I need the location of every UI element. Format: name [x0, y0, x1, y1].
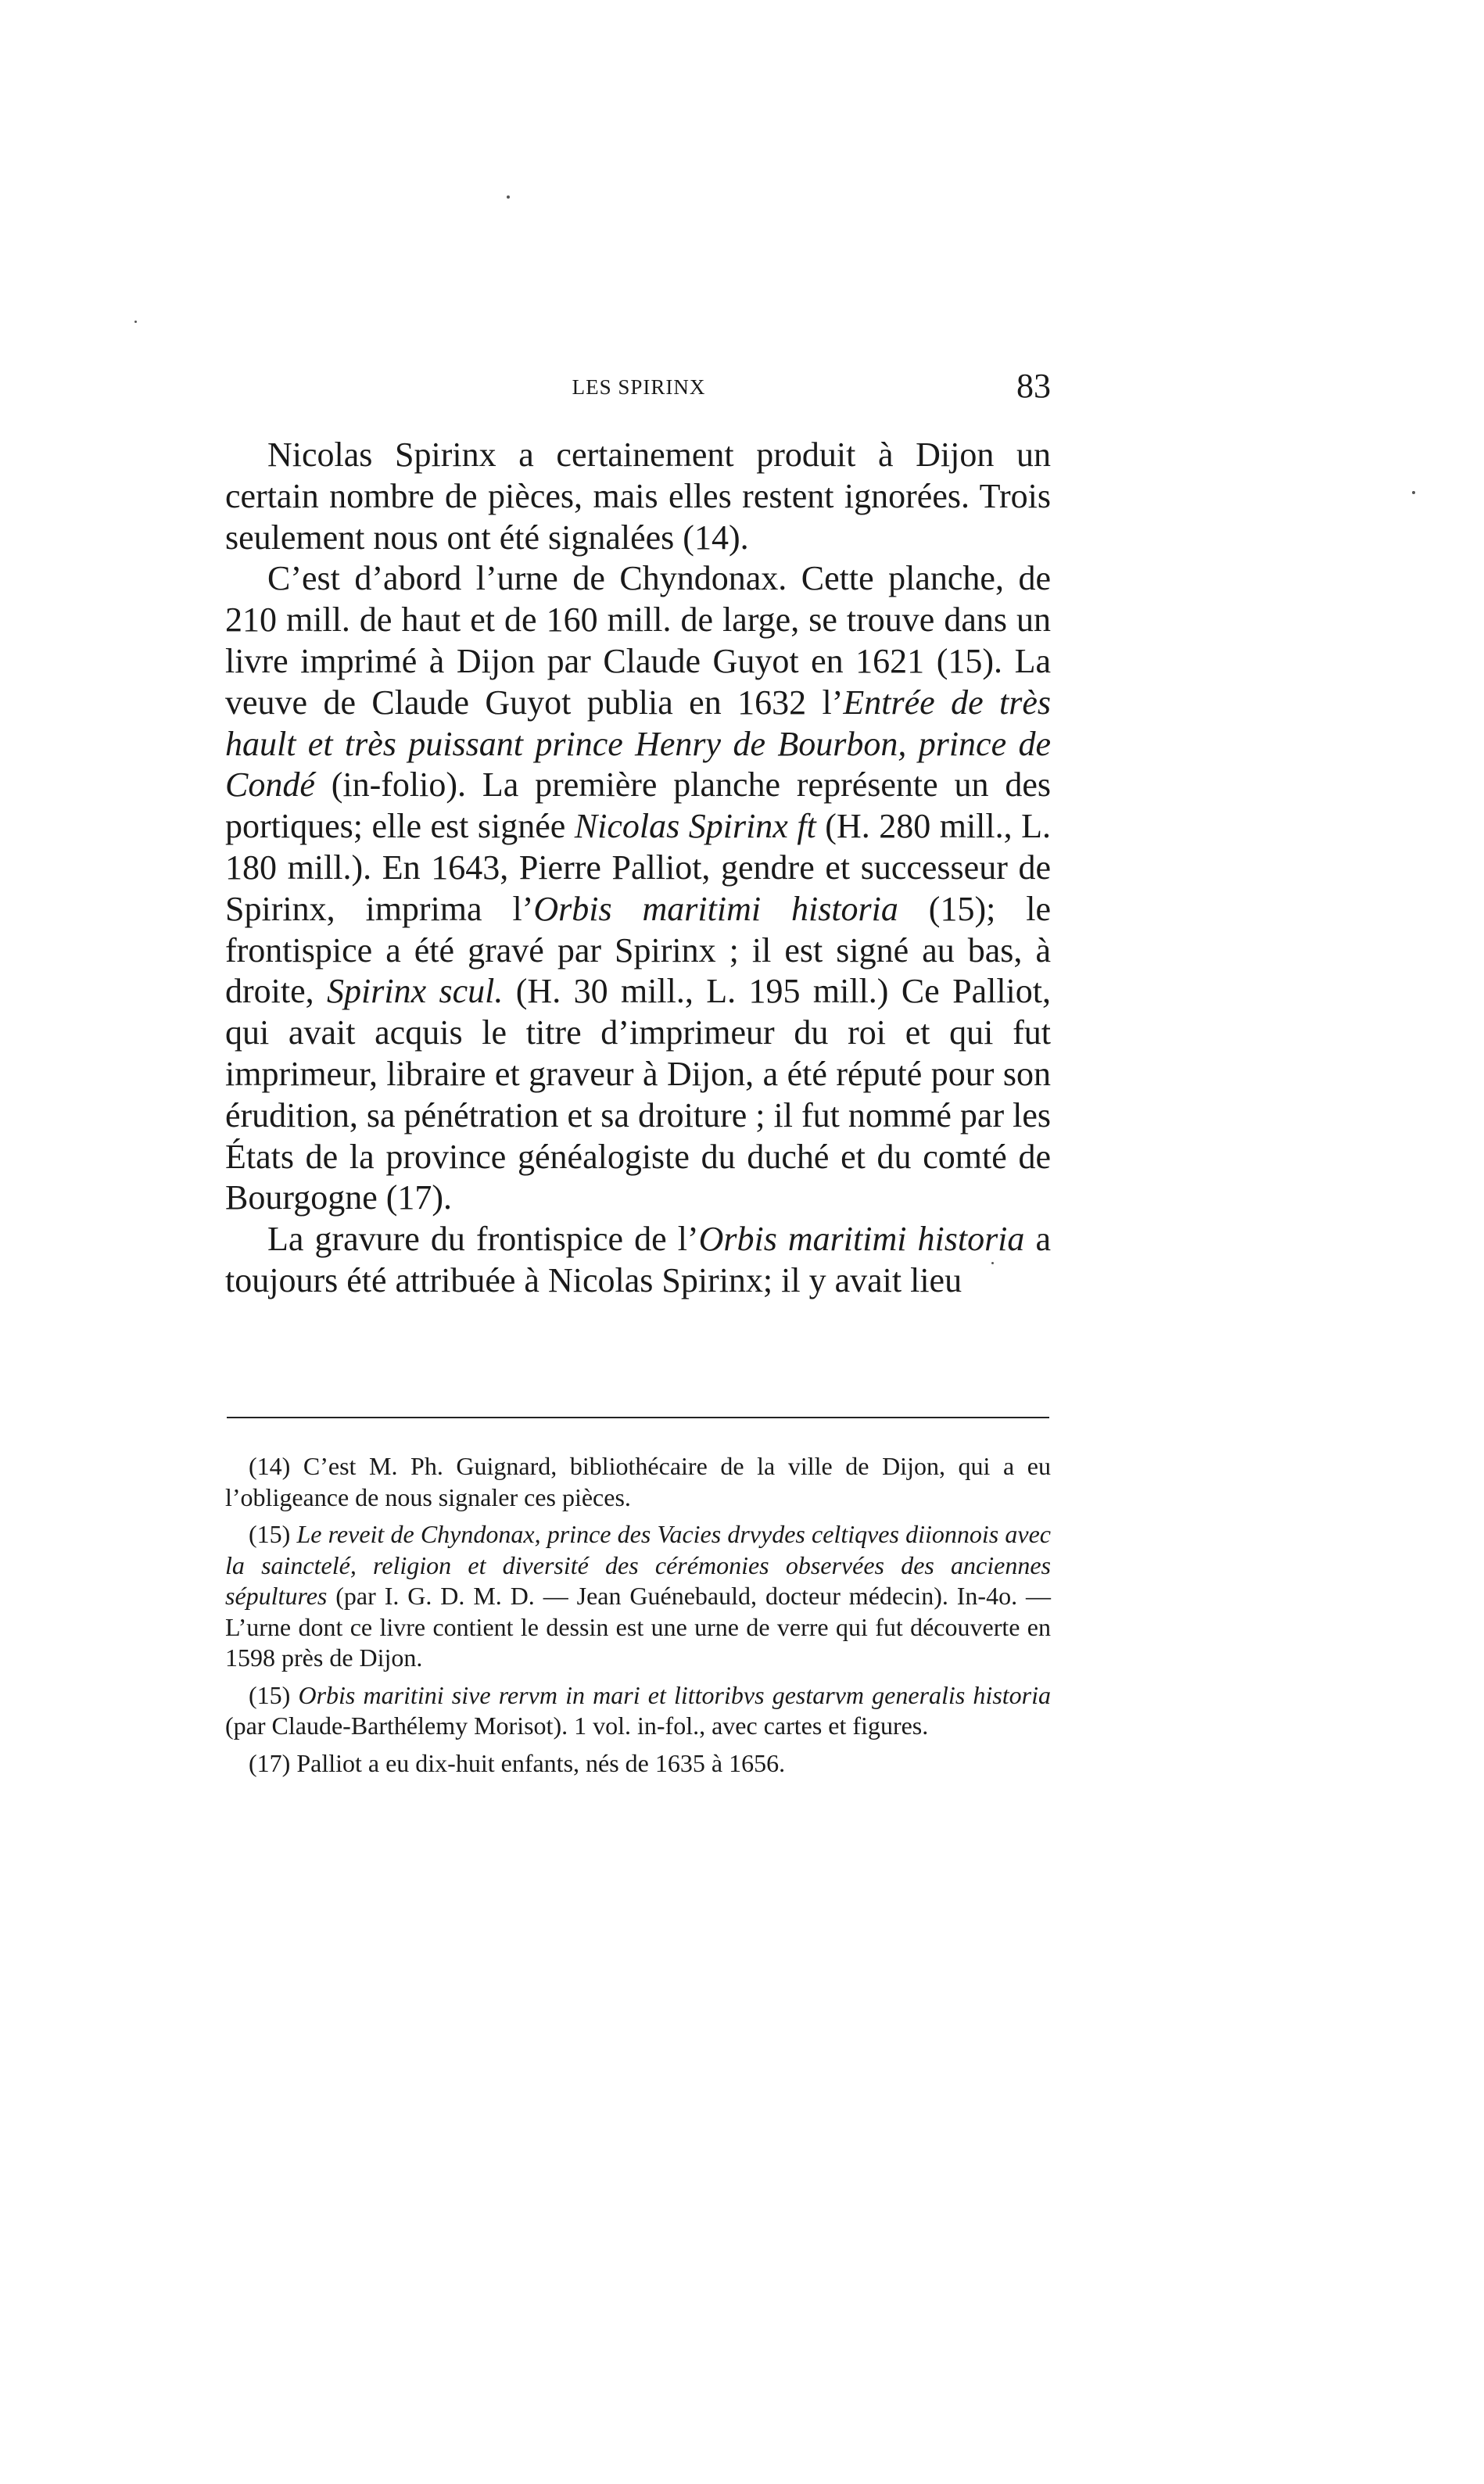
paragraph: [225, 1219, 1051, 1302]
text-run: C’est d’abord l’urne de Chyndonax. Cette planche, de 210 mill. de haut et de 160 mill. de large, se trouve dans un livre imprimé à Dijon par Claude Guyot en 1621 (15). La veuve de Claude Guyot publia en 1632 l’: [225, 559, 1051, 722]
italic-text-run: Orbis maritimi historia: [698, 1220, 1025, 1259]
text-run: Nicolas Spirinx a certainement produit à Dijon un certain nombre de pièces, mais elles restent ignorées. Trois seulement nous ont été signalées (14).: [225, 436, 1051, 557]
text-run: (H. 280 mill., L. 180 mill.). En 1643, Pierre Palliot, gendre et successeur de Spirinx, imprima l’: [225, 807, 1052, 928]
text-run: La gravure du frontispice de l’: [267, 1220, 699, 1259]
page-header: [227, 361, 1051, 416]
main-text: [225, 435, 1051, 1302]
scan-speck: [134, 321, 137, 323]
italic-text-run: Entrée de très hault et très puissant prince Henry de Bourbon, prince de Condé: [225, 683, 1051, 805]
italic-text-run: Orbis maritimi historia: [533, 889, 898, 928]
paragraph: [225, 558, 1051, 1219]
text-run: (15): [249, 1680, 299, 1709]
italic-text-run: Nicolas Spirinx ft: [574, 807, 816, 846]
text-run: (par I. G. D. M. D. — Jean Guénebauld, docteur médecin). In-4o. — L’urne dont ce livre contient le dessin est une urne de verre qui fut découverte en 1598 près de Dijon.: [225, 1582, 1051, 1672]
text-run: (14) C’est M. Ph. Guignard, bibliothécaire de la ville de Dijon, qui a eu l’obligeance de nous signaler ces pièces.: [225, 1452, 1051, 1511]
footnotes: [225, 1451, 1051, 1785]
footnote: [225, 1451, 1051, 1513]
text-run: (in-folio). La première planche représente un des portiques; elle est signée: [225, 765, 1051, 846]
paragraph: [225, 435, 1051, 558]
italic-text-run: Spirinx scul.: [327, 972, 504, 1011]
footnote: [225, 1519, 1051, 1674]
italic-text-run: Le reveit de Chyndonax, prince des Vacies drvydes celtiqves diionnois avec la sainctelé, religion et diversité des cérémonies observées des anciennes sépultures: [225, 1520, 1052, 1610]
text-run: a toujours été attribuée à Nicolas Spirinx; il y avait lieu: [225, 1220, 1051, 1299]
text-run: (15): [249, 1520, 297, 1548]
scan-speck: [507, 195, 510, 199]
page-number: 83: [1016, 367, 1051, 405]
running-head: LES SPIRINX: [572, 375, 706, 399]
text-run: (H. 30 mill., L. 195 mill.) Ce Palliot, qui avait acquis le titre d’imprimeur du roi et qui fut imprimeur, libraire et graveur à Dijon, a été réputé pour son érudition, sa pénétration et sa droiture ; il fut nommé par les États de la province généalogiste du duché et du comté de Bourgogne (17).: [225, 972, 1051, 1217]
footnote-divider: [227, 1417, 1049, 1418]
text-run: (17) Palliot a eu dix-huit enfants, nés de 1635 à 1656.: [249, 1748, 786, 1777]
scan-speck: [1412, 491, 1415, 494]
italic-text-run: Orbis maritini sive rervm in mari et littoribvs gestarvm generalis historia: [298, 1680, 1052, 1709]
footnote: [225, 1680, 1051, 1742]
text-run: (15); le frontispice a été gravé par Spirinx ; il est signé au bas, à droite,: [225, 889, 1051, 1011]
scan-speck: [991, 1262, 994, 1264]
footnote: [225, 1748, 1051, 1780]
text-run: (par Claude-Barthélemy Morisot). 1 vol. in-fol., avec cartes et figures.: [225, 1712, 929, 1740]
